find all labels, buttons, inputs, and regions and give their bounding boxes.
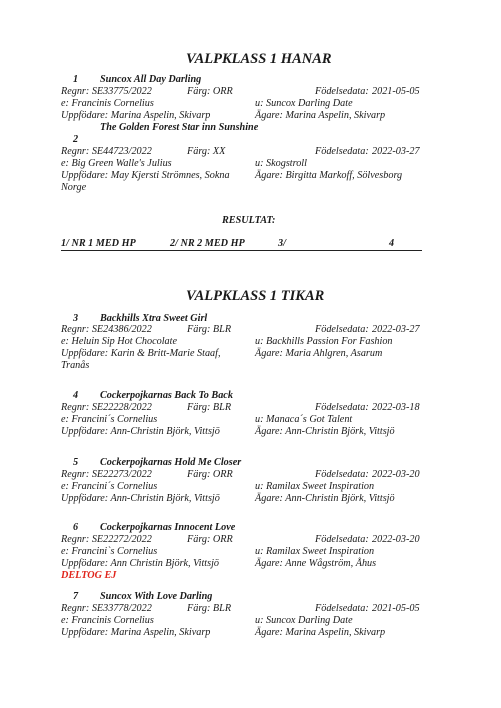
entry-number: 2	[73, 134, 79, 145]
entry-sire: e: Heluin Sip Hot Chocolate	[61, 336, 178, 347]
entry-birth-date: 2021-05-05	[372, 86, 420, 97]
entry-sire: e: Big Green Walle's Julius	[61, 158, 172, 169]
entry-owner: Ägare: Ann-Christin Björk, Vittsjö	[255, 426, 395, 437]
entry-breeder: Uppfödare: Karin & Britt-Marie Staaf,	[61, 348, 221, 359]
entry-birth-date: 2021-05-05	[372, 603, 420, 614]
entry-color: Färg: ORR	[187, 469, 233, 480]
entry-dam: u: Manaca´s Got Talent	[255, 414, 353, 425]
did-not-participate-badge: DELTOG EJ	[61, 570, 117, 581]
entry-dam: u: Suncox Darling Date	[255, 98, 353, 109]
entry-breeder: Uppfödare: May Kjersti Strömnes, Sokna	[61, 170, 230, 181]
entry-dog-name: Cockerpojkarnas Innocent Love	[100, 522, 236, 533]
entry-birth-date: 2022-03-20	[372, 534, 420, 545]
entry-sire: e: Francinis Cornelius	[61, 615, 154, 626]
results-rule	[61, 250, 422, 251]
entry-breeder: Uppfödare: Marina Aspelin, Skivarp	[61, 110, 211, 121]
entry-breeder: Uppfödare: Marina Aspelin, Skivarp	[61, 627, 211, 638]
entry-dog-name: Backhills Xtra Sweet Girl	[100, 313, 208, 324]
entry-birth-date: 2022-03-27	[372, 146, 420, 157]
entry-breeder: Uppfödare: Ann Christin Björk, Vittsjö	[61, 558, 219, 569]
entry-regnr: Regnr: SE44723/2022	[61, 146, 152, 157]
entry-color: Färg: XX	[187, 146, 226, 157]
entry-dam: u: Backhills Passion For Fashion	[255, 336, 393, 347]
entry-birth-label: Födelsedata:	[315, 146, 369, 157]
entry-birth-label: Födelsedata:	[315, 603, 369, 614]
entry-color: Färg: ORR	[187, 86, 233, 97]
entry-number: 3	[73, 313, 79, 324]
entry-dog-name: Suncox With Love Darling	[100, 591, 213, 602]
entry-breeder: Uppfödare: Ann-Christin Björk, Vittsjö	[61, 493, 220, 504]
results-heading: RESULTAT:	[222, 215, 276, 226]
result-4: 4	[389, 238, 395, 249]
entry-dam: u: Suncox Darling Date	[255, 615, 353, 626]
entry-number: 6	[73, 522, 79, 533]
entry-number: 4	[73, 390, 79, 401]
entry-owner: Ägare: Marina Aspelin, Skivarp	[255, 110, 386, 121]
entry-dam: u: Ramilax Sweet Inspiration	[255, 481, 375, 492]
result-3: 3/	[278, 238, 286, 249]
entry-birth-date: 2022-03-27	[372, 324, 420, 335]
entry-owner: Ägare: Marina Aspelin, Skivarp	[255, 627, 386, 638]
entry-birth-label: Födelsedata:	[315, 402, 369, 413]
entry-sire: e: Francini´s Cornelius	[61, 481, 158, 492]
result-1: 1/ NR 1 MED HP	[61, 238, 136, 249]
entry-birth-date: 2022-03-20	[372, 469, 420, 480]
entry-color: Färg: BLR	[187, 402, 232, 413]
entry-dam: u: Ramilax Sweet Inspiration	[255, 546, 375, 557]
section-title: VALPKLASS 1 TIKAR	[186, 288, 325, 304]
entry-breeder-line2: Norge	[61, 182, 87, 193]
entry-owner: Ägare: Maria Ahlgren, Asarum	[255, 348, 383, 359]
section-title: VALPKLASS 1 HANAR	[186, 51, 332, 67]
entry-dam: u: Skogstroll	[255, 158, 307, 169]
entry-dog-name: Cockerpojkarnas Hold Me Closer	[100, 457, 242, 468]
entry-number: 7	[73, 591, 79, 602]
entry-dog-name: Cockerpojkarnas Back To Back	[100, 390, 233, 401]
entry-sire: e: Francini´s Cornelius	[61, 414, 158, 425]
result-2: 2/ NR 2 MED HP	[170, 238, 245, 249]
entry-regnr: Regnr: SE33775/2022	[61, 86, 152, 97]
entry-sire: e: Francini`s Cornelius	[61, 546, 158, 557]
entry-color: Färg: BLR	[187, 603, 232, 614]
entry-breeder-line2: Tranås	[61, 360, 90, 371]
entry-birth-label: Födelsedata:	[315, 86, 369, 97]
entry-birth-date: 2022-03-18	[372, 402, 420, 413]
entry-dog-name: The Golden Forest Star inn Sunshine	[100, 122, 259, 133]
entry-dog-name: Suncox All Day Darling	[100, 74, 202, 85]
entry-regnr: Regnr: SE22272/2022	[61, 534, 152, 545]
entry-regnr: Regnr: SE22228/2022	[61, 402, 152, 413]
entry-birth-label: Födelsedata:	[315, 469, 369, 480]
entry-owner: Ägare: Anne Wågström, Åhus	[255, 558, 377, 569]
entry-regnr: Regnr: SE24386/2022	[61, 324, 152, 335]
entry-color: Färg: ORR	[187, 534, 233, 545]
entry-birth-label: Födelsedata:	[315, 324, 369, 335]
entry-number: 1	[73, 74, 79, 85]
entry-color: Färg: BLR	[187, 324, 232, 335]
entry-regnr: Regnr: SE22273/2022	[61, 469, 152, 480]
entry-owner: Ägare: Birgitta Markoff, Sölvesborg	[255, 170, 403, 181]
entry-regnr: Regnr: SE33778/2022	[61, 603, 152, 614]
entry-owner: Ägare: Ann-Christin Björk, Vittsjö	[255, 493, 395, 504]
entry-number: 5	[73, 457, 79, 468]
entry-sire: e: Francinis Cornelius	[61, 98, 154, 109]
entry-birth-label: Födelsedata:	[315, 534, 369, 545]
entry-breeder: Uppfödare: Ann-Christin Björk, Vittsjö	[61, 426, 220, 437]
